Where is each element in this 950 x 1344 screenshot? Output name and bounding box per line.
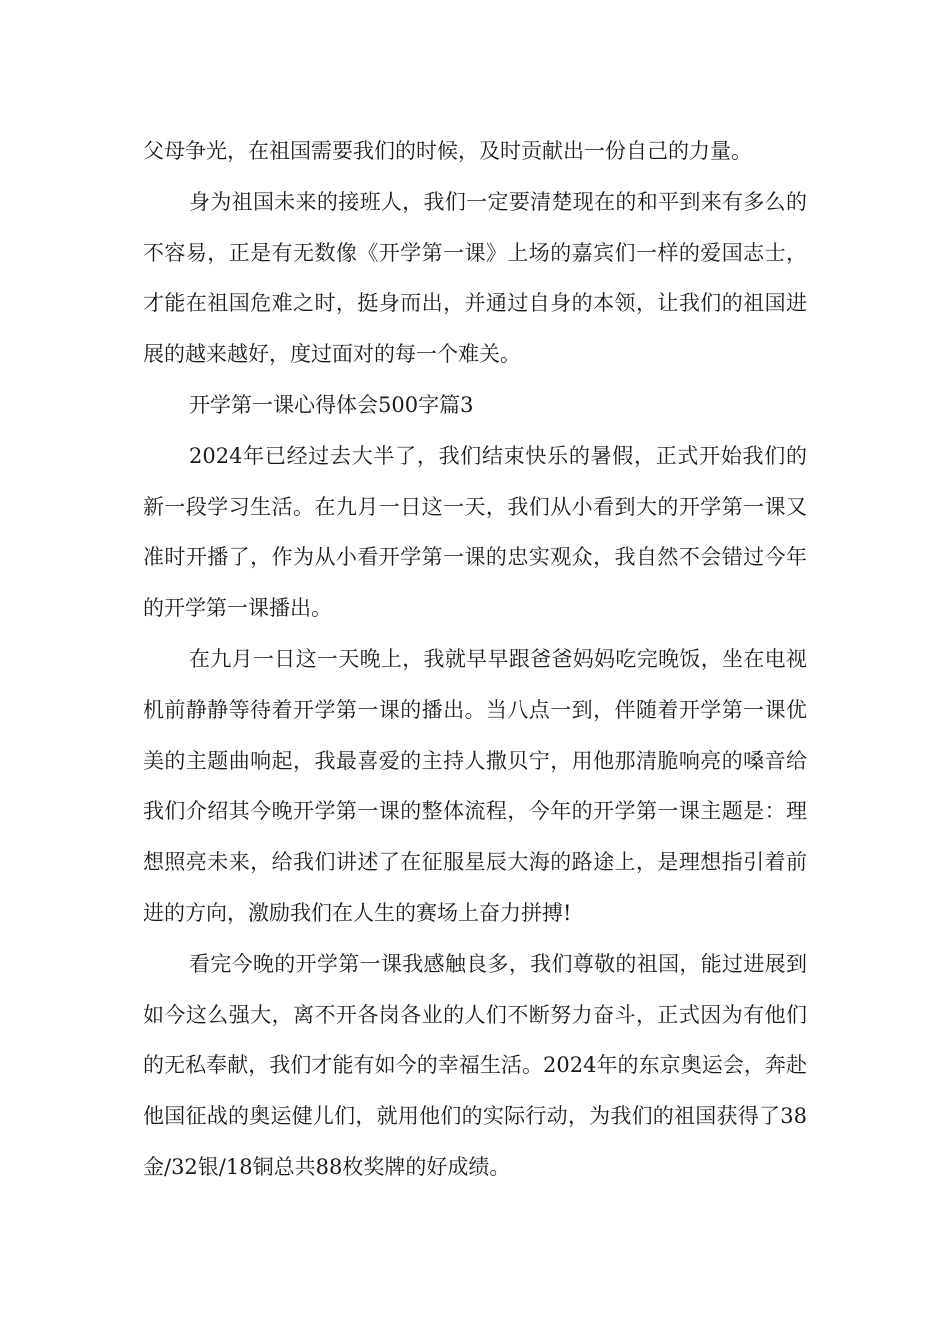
paragraph: 看完今晚的开学第一课我感触良多，我们尊敬的祖国，能过进展到如今这么强大，离不开各岗各业的人们不断努力奋斗，正式因为有他们的无私奉献，我们才能有如今的幸福生活。2024年的东京奥运会，奔赴他国征战的奥运健儿们，就用他们的实际行动，为我们的祖国获得了38金/32银/18铜总共88枚奖牌的好成绩。 xyxy=(143,951,807,1179)
paragraph: 在九月一日这一天晚上，我就早早跟爸爸妈妈吃完晚饭，坐在电视机前静静等待着开学第一课的播出。当八点一到，伴随着开学第一课优美的主题曲响起，我最喜爱的主持人撒贝宁，用他那清脆响亮的嗓音给我们介绍其今晚开学第一课的整体流程，今年的开学第一课主题是：理想照亮未来，给我们讲述了在征服星辰大海的路途上，是理想指引着前进的方向，激励我们在人生的赛场上奋力拼搏! xyxy=(143,646,807,925)
document-body xyxy=(143,126,807,1193)
paragraph: 身为祖国未来的接班人，我们一定要清楚现在的和平到来有多么的不容易，正是有无数像《开学第一课》上场的嘉宾们一样的爱国志士，才能在祖国危难之时，挺身而出，并通过自身的本领，让我们的祖国进展的越来越好，度过面对的每一个难关。 xyxy=(143,189,807,367)
paragraph: 2024年已经过去大半了，我们结束快乐的暑假，正式开始我们的新一段学习生活。在九月一日这一天，我们从小看到大的开学第一课又准时开播了，作为从小看开学第一课的忠实观众，我自然不会错过今年的开学第一课播出。 xyxy=(143,443,807,621)
section-heading: 开学第一课心得体会500字篇3 xyxy=(189,392,474,417)
paragraph-continuation: 父母争光，在祖国需要我们的时候，及时贡献出一份自己的力量。 xyxy=(143,139,752,163)
